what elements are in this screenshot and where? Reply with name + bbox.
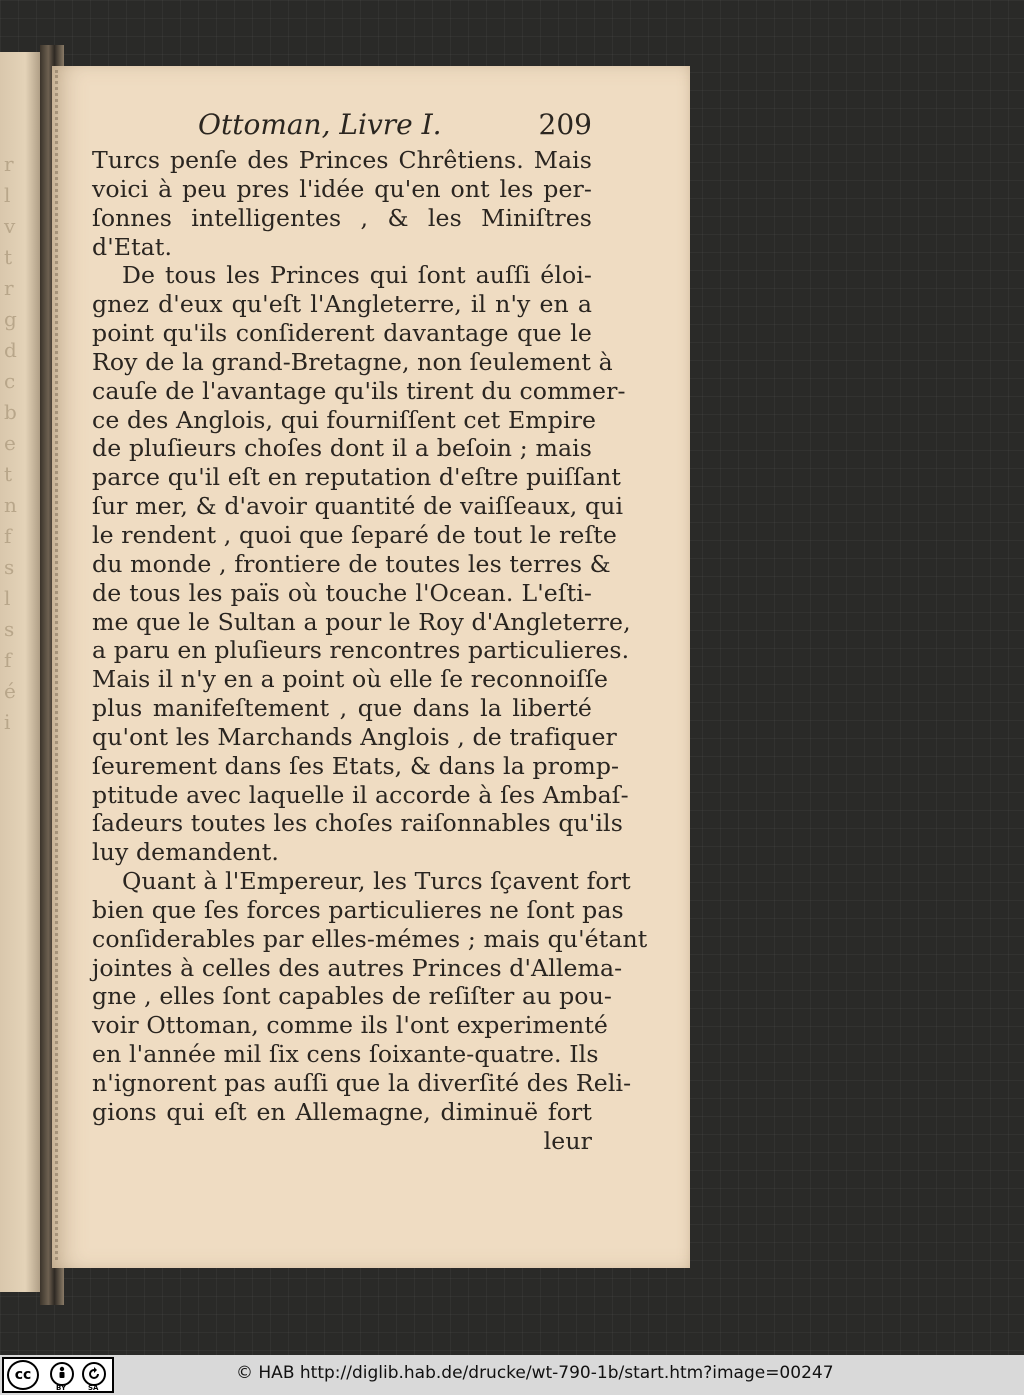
text-line: ce des Anglois, qui fourniſſent cet Empire (92, 405, 597, 434)
text-line: ſonnes intelligentes , & les Miniſtres (92, 203, 592, 232)
text-line: parce qu'il eſt en reputation d'eſtre puiſſant (92, 463, 622, 492)
page-number: 209 (538, 108, 592, 141)
text-line: de pluſieurs choſes dont il a beſoin ; mais (92, 434, 592, 463)
text-line: luy demandent. (92, 838, 279, 867)
text-line: le rendent , quoi que ſeparé de tout le reſte (92, 520, 617, 549)
attribution-icon (50, 1362, 74, 1386)
facing-page-letter: t (4, 245, 13, 269)
facing-page-letter: f (4, 648, 12, 672)
text-line: voici à peu pres l'idée qu'en ont les per- (92, 174, 592, 203)
text-line: ptitude avec laquelle il accorde à ſes Ambaſ- (92, 780, 629, 809)
facing-page-letter: s (4, 617, 15, 641)
facing-page-letter: l (4, 586, 11, 610)
cc-license-badge[interactable] (2, 1357, 114, 1393)
text-line: jointes à celles des autres Princes d'Allema- (92, 953, 623, 982)
footer-bar (0, 1355, 1024, 1395)
body-text (92, 146, 648, 1156)
text-line: gne , elles ſont capables de reſiſter au pou- (92, 982, 612, 1011)
facing-page-letter: c (4, 369, 16, 393)
text-line: De tous les Princes qui ſont auſſi éloi- (122, 261, 592, 290)
facing-page-letter: r (4, 276, 14, 300)
copyright-link[interactable]: © HAB http://diglib.hab.de/drucke/wt-790-1b/start.htm?image=00247 (236, 1363, 834, 1383)
facing-page-letter: s (4, 555, 15, 579)
facing-page-letter: n (4, 493, 17, 517)
text-line: bien que ſes forces particulieres ne ſont pas (92, 895, 624, 924)
text-line: voir Ottoman, comme ils l'ont experimenté (92, 1011, 608, 1040)
text-line: Roy de la grand-Bretagne, non ſeulement à (92, 347, 613, 376)
sa-label: SA (88, 1384, 99, 1392)
text-line: me que le Sultan a pour le Roy d'Angleterre, (92, 607, 631, 636)
text-line: en l'année mil ſix cens ſoixante-quatre. Ils (92, 1040, 599, 1069)
by-label: BY (56, 1384, 67, 1392)
text-line: a paru en pluſieurs rencontres particulieres. (92, 636, 630, 665)
text-line: Mais il n'y en a point où elle ſe reconnoiſſe (92, 665, 609, 694)
text-line: Quant à l'Empereur, les Turcs ſçavent fort (122, 867, 631, 896)
text-line: ſadeurs toutes les choſes raiſonnables qu'ils (92, 809, 623, 838)
facing-page-letter: l (4, 183, 11, 207)
catchword: leur (543, 1126, 592, 1155)
running-header (198, 108, 598, 148)
text-line: qu'ont les Marchands Anglois , de trafiquer (92, 722, 617, 751)
text-line: plus manifeſtement , que dans la liberté (92, 694, 592, 723)
running-title: Ottoman, Livre I. (198, 108, 442, 141)
text-line: ſur mer, & d'avoir quantité de vaiſſeaux, qui (92, 492, 624, 521)
facing-page-letter: b (4, 400, 17, 424)
text-line: gnez d'eux qu'eſt l'Angleterre, il n'y en a (92, 290, 592, 319)
text-line: gions qui eſt en Allemagne, diminuë fort (92, 1097, 592, 1126)
text-line: n'ignorent pas auſſi que la diverſité des Reli- (92, 1069, 632, 1097)
share-alike-icon (82, 1362, 106, 1386)
text-line: du monde , frontiere de toutes les terres & (92, 549, 611, 578)
facing-page-letter: e (4, 431, 16, 455)
text-line: point qu'ils conſiderent davantage que le (92, 319, 592, 348)
facing-page-letter: f (4, 524, 12, 548)
facing-page-letter: é (4, 679, 16, 703)
creative-commons-icon: cc (7, 1360, 39, 1390)
facing-page-letter: d (4, 338, 17, 362)
page-inner-margin (55, 70, 86, 1260)
facing-page-letter: v (4, 214, 16, 238)
text-line: ſeurement dans ſes Etats, & dans la promp- (92, 751, 620, 780)
facing-page-letter: i (4, 710, 11, 734)
text-line: Turcs penſe des Princes Chrêtiens. Mais (92, 146, 592, 174)
text-line: cauſe de l'avantage qu'ils tirent du commer- (92, 376, 626, 405)
facing-page-letter: g (4, 307, 17, 331)
facing-page-letter: t (4, 462, 13, 486)
facing-page-letter: r (4, 152, 14, 176)
share-alike-arrow-icon (84, 1364, 104, 1384)
attribution-person-icon (52, 1364, 72, 1384)
text-line: d'Etat. (92, 232, 173, 261)
text-line: de tous les païs où touche l'Ocean. L'eſti- (92, 578, 592, 607)
text-line: conſiderables par elles-mémes ; mais qu'étant (92, 924, 648, 953)
